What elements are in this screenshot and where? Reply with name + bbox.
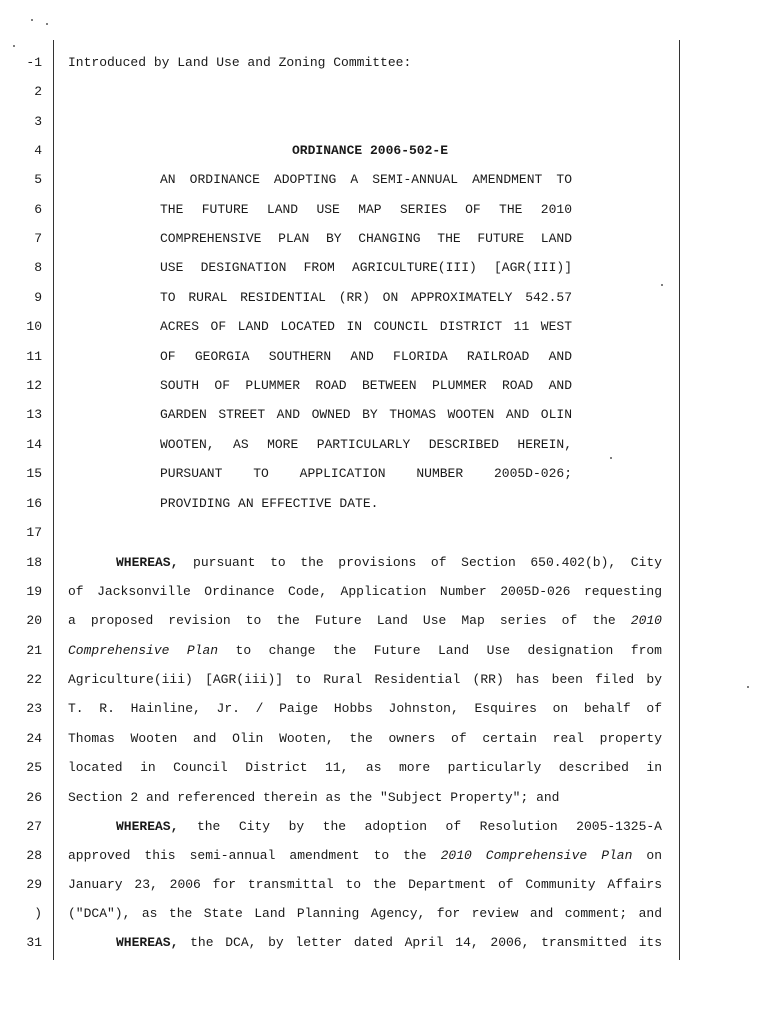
- title-line: TO RURAL RESIDENTIAL (RR) ON APPROXIMATELY 542.57: [160, 290, 572, 305]
- body-line: of Jacksonville Ordinance Code, Application Number 2005D-026 requesting: [68, 584, 662, 599]
- body-line: Comprehensive Plan to change the Future Land Use designation from: [68, 643, 662, 658]
- scan-speck: [46, 23, 48, 25]
- line-number: 6: [34, 202, 42, 217]
- body-line: ("DCA"), as the State Land Planning Agency, for review and comment; and: [68, 906, 662, 921]
- body-line: Agriculture(iii) [AGR(iii)] to Rural Residential (RR) has been filed by: [68, 672, 662, 687]
- title-line: OF GEORGIA SOUTHERN AND FLORIDA RAILROAD AND: [160, 349, 572, 364]
- line-number: 25: [26, 760, 42, 775]
- line-number: 23: [26, 701, 42, 716]
- title-line: GARDEN STREET AND OWNED BY THOMAS WOOTEN AND OLIN: [160, 407, 572, 422]
- line-number: 11: [26, 349, 42, 364]
- line-number: 31: [26, 935, 42, 950]
- line-number: 24: [26, 731, 42, 746]
- body-line: located in Council District 11, as more particularly described in: [68, 760, 662, 775]
- body-line: WHEREAS, pursuant to the provisions of Section 650.402(b), City: [116, 555, 662, 570]
- scan-speck: [747, 686, 749, 688]
- body-line: WHEREAS, the DCA, by letter dated April 14, 2006, transmitted its: [116, 935, 662, 950]
- title-line: WOOTEN, AS MORE PARTICULARLY DESCRIBED HEREIN,: [160, 437, 572, 452]
- line-number: 10: [26, 319, 42, 334]
- scan-speck: [31, 19, 33, 21]
- line-number: 4: [34, 143, 42, 158]
- body-line: Thomas Wooten and Olin Wooten, the owners of certain real property: [68, 731, 662, 746]
- line-number: 28: [26, 848, 42, 863]
- line-number: 5: [34, 172, 42, 187]
- line-number: 27: [26, 819, 42, 834]
- line-number: 15: [26, 466, 42, 481]
- title-line: PROVIDING AN EFFECTIVE DATE.: [160, 496, 379, 511]
- line-number: 13: [26, 407, 42, 422]
- body-line: January 23, 2006 for transmittal to the Department of Community Affairs: [68, 877, 662, 892]
- line-number: 22: [26, 672, 42, 687]
- line-number: 12: [26, 378, 42, 393]
- line-number: 19: [26, 584, 42, 599]
- scan-speck: [661, 284, 663, 286]
- title-line: USE DESIGNATION FROM AGRICULTURE(III) [AGR(III)]: [160, 260, 572, 275]
- line-number: 16: [26, 496, 42, 511]
- body-line: T. R. Hainline, Jr. / Paige Hobbs Johnston, Esquires on behalf of: [68, 701, 662, 716]
- body-line: approved this semi-annual amendment to the 2010 Comprehensive Plan on: [68, 848, 663, 863]
- line-number: 20: [26, 613, 42, 628]
- line-number: ): [34, 906, 42, 921]
- whereas-label: WHEREAS,: [116, 819, 179, 834]
- line-number: 26: [26, 790, 42, 805]
- line-number: 21: [26, 643, 42, 658]
- title-line: ACRES OF LAND LOCATED IN COUNCIL DISTRICT 11 WEST: [160, 319, 572, 334]
- scan-speck: [610, 457, 612, 459]
- body-line: a proposed revision to the Future Land Use Map series of the 2010: [68, 613, 662, 628]
- line-number: -1: [26, 55, 42, 70]
- whereas-label: WHEREAS,: [116, 555, 179, 570]
- left-margin-rule: [53, 40, 54, 960]
- right-margin-rule: [679, 40, 680, 960]
- body-line: WHEREAS, the City by the adoption of Resolution 2005-1325-A: [116, 819, 662, 834]
- title-line: SOUTH OF PLUMMER ROAD BETWEEN PLUMMER ROAD AND: [160, 378, 572, 393]
- whereas-label: WHEREAS,: [116, 935, 179, 950]
- line-number: 18: [26, 555, 42, 570]
- line-number: 2: [34, 84, 42, 99]
- line-number: 8: [34, 260, 42, 275]
- title-line: COMPREHENSIVE PLAN BY CHANGING THE FUTURE LAND: [160, 231, 572, 246]
- title-line: PURSUANT TO APPLICATION NUMBER 2005D-026;: [160, 466, 572, 481]
- title-line: AN ORDINANCE ADOPTING A SEMI-ANNUAL AMENDMENT TO: [160, 172, 572, 187]
- body-line: Section 2 and referenced therein as the "Subject Property"; and: [68, 790, 560, 805]
- title-line: THE FUTURE LAND USE MAP SERIES OF THE 2010: [160, 202, 572, 217]
- line-number: 9: [34, 290, 42, 305]
- line-number: 3: [34, 114, 42, 129]
- line-number: 17: [26, 525, 42, 540]
- ordinance-number-title: ORDINANCE 2006-502-E: [291, 143, 449, 158]
- line-number: 7: [34, 231, 42, 246]
- introduced-by-line: Introduced by Land Use and Zoning Committee:: [68, 55, 412, 70]
- line-number: 14: [26, 437, 42, 452]
- line-number: 29: [26, 877, 42, 892]
- scan-speck: [13, 45, 15, 47]
